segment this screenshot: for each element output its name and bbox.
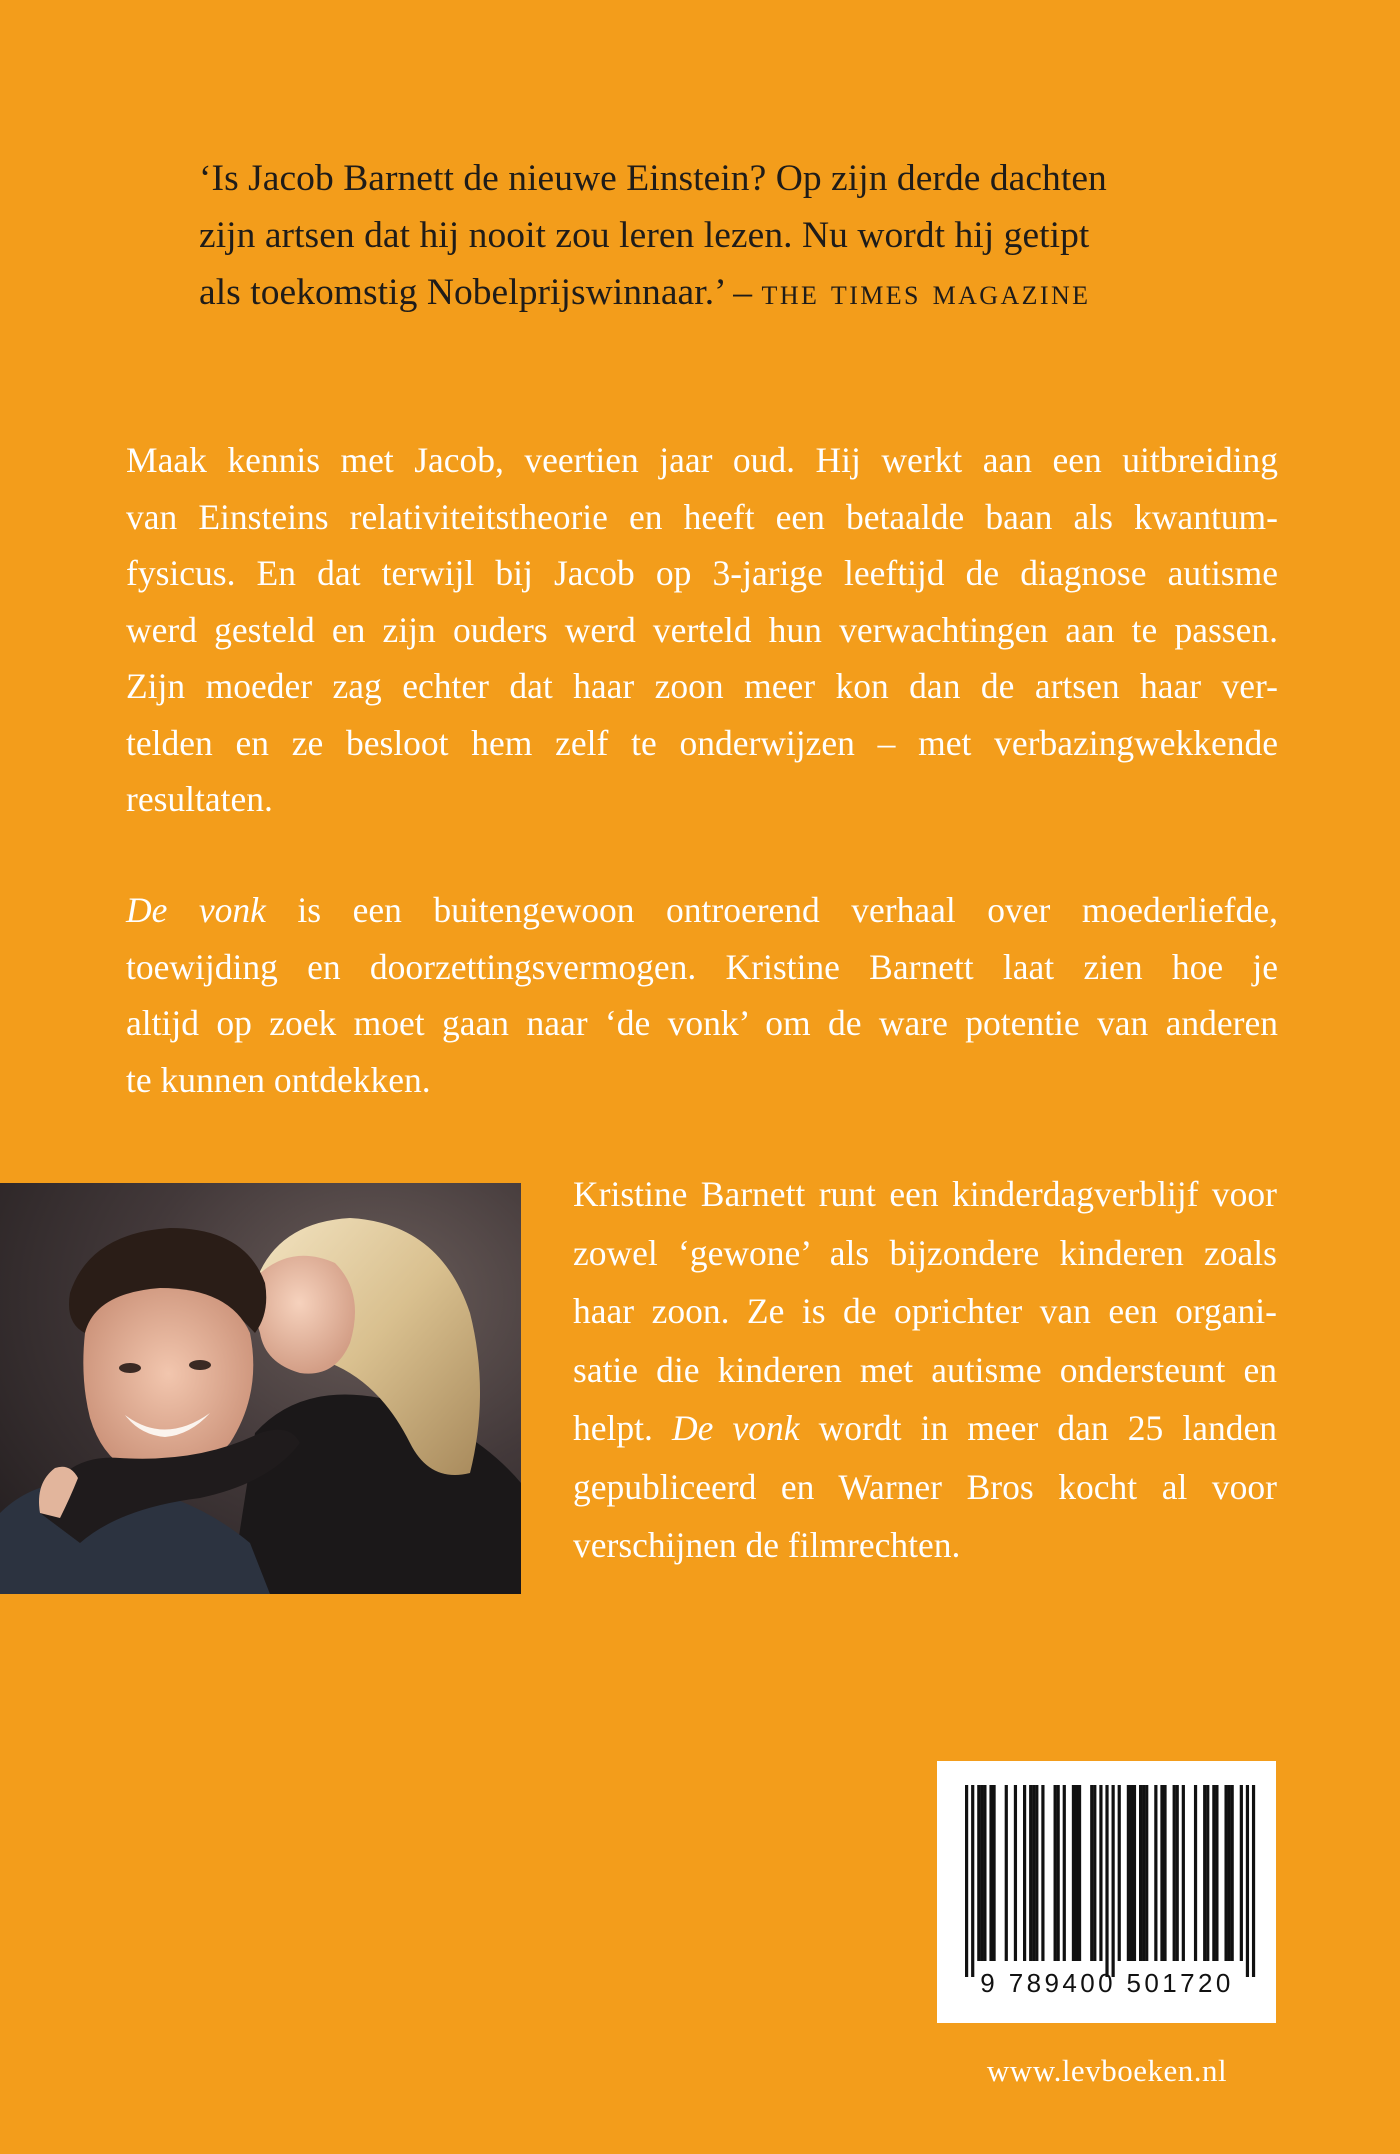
barcode-bar — [1173, 1785, 1176, 1961]
barcode-bar — [977, 1785, 980, 1961]
barcode-bar — [971, 1785, 974, 1977]
barcode-bar — [1078, 1785, 1081, 1961]
barcode-bar — [1231, 1785, 1234, 1961]
synopsis-line: van Einsteins relativiteitstheorie en heeft een betaalde baan als kwantum- — [126, 496, 1278, 537]
barcode-bar — [1105, 1785, 1108, 1977]
barcode-bar — [1139, 1785, 1142, 1961]
publisher-website: www.levboeken.nl — [986, 2053, 1228, 2088]
book-title-italic: De vonk — [671, 1408, 800, 1448]
description-line-1-rest: is een buitengewoon ontroerend verhaal over moederliefde, — [265, 890, 1278, 930]
description-paragraph — [126, 882, 1278, 1108]
synopsis-line: werd gesteld en zijn ouders werd verteld hun verwachtingen aan te passen. — [126, 609, 1278, 650]
barcode-bar — [1029, 1785, 1032, 1961]
bio-line — [573, 1399, 1277, 1458]
bio-line: verschijnen de filmrechten. — [573, 1525, 961, 1565]
barcode-bar — [1090, 1785, 1093, 1961]
barcode-bar — [989, 1785, 992, 1961]
author-photo-illustration — [0, 1183, 521, 1594]
quote-line-3-text: als toekomstig Nobelprijswinnaar.’ – — [199, 272, 762, 313]
barcode-bar — [1054, 1785, 1057, 1961]
description-line: te kunnen ontdekken. — [126, 1059, 431, 1100]
barcode-bar — [1215, 1785, 1218, 1961]
barcode-bar — [1035, 1785, 1038, 1961]
barcode-bar — [1212, 1785, 1215, 1961]
barcode-bar — [1112, 1785, 1115, 1977]
quote-line-2: zijn artsen dat hij nooit zou leren lezen. Nu wordt hij getipt — [199, 215, 1090, 256]
barcode-bar — [1194, 1785, 1197, 1961]
barcode-bar — [1182, 1785, 1185, 1961]
bio-line: satie die kinderen met autisme ondersteunt en — [573, 1349, 1277, 1390]
bio-line: zowel ‘gewone’ als bijzondere kinderen zoals — [573, 1232, 1277, 1273]
barcode-bar — [1005, 1785, 1008, 1961]
quote-line-1: ‘Is Jacob Barnett de nieuwe Einstein? Op zijn derde dachten — [199, 158, 1107, 199]
synopsis-line: Zijn moeder zag echter dat haar zoon meer kon dan de artsen haar ver- — [126, 666, 1278, 706]
synopsis-line: fysicus. En dat terwijl bij Jacob op 3-jarige leeftijd de diagnose autisme — [126, 553, 1278, 593]
barcode-bar — [1099, 1785, 1102, 1961]
review-quote — [199, 150, 1219, 321]
description-line: altijd op zoek moet gaan naar ‘de vonk’ om de ware potentie van anderen — [126, 1003, 1278, 1043]
barcode-bar — [980, 1785, 983, 1961]
barcode-bar — [1252, 1785, 1255, 1977]
barcode-bar — [1057, 1785, 1060, 1961]
barcode-bar — [1130, 1785, 1133, 1961]
barcode-bar — [1240, 1785, 1243, 1961]
author-bio — [573, 1165, 1277, 1575]
description-line — [126, 882, 1278, 939]
synopsis-line: resultaten. — [126, 779, 273, 819]
barcode-bar — [1176, 1785, 1179, 1961]
synopsis-paragraph — [126, 432, 1278, 828]
barcode-bar — [1203, 1785, 1206, 1961]
barcode-bar — [1072, 1785, 1075, 1961]
quote-line-3 — [199, 264, 1219, 321]
synopsis-line: Maak kennis met Jacob, veertien jaar oud. Hij werkt aan een uitbreiding — [126, 440, 1278, 480]
barcode-bar — [1142, 1785, 1145, 1961]
barcode-bar — [1075, 1785, 1078, 1961]
barcode-bar — [1118, 1785, 1121, 1961]
barcode-bar — [1133, 1785, 1136, 1961]
barcode-bar — [1032, 1785, 1035, 1961]
barcode-bar — [1246, 1785, 1249, 1977]
bio-line: Kristine Barnett runt een kinderdagverblijf voor — [573, 1174, 1277, 1214]
quote-source: the times magazine — [761, 272, 1091, 313]
synopsis-line: telden en ze besloot hem zelf te onderwijzen – met verbazingwekkende — [126, 722, 1278, 763]
barcode-bar — [1228, 1785, 1231, 1961]
book-title-italic: De vonk — [126, 890, 266, 930]
barcode-bar — [1063, 1785, 1066, 1961]
barcode-bar — [1154, 1785, 1157, 1961]
barcode-bar — [1023, 1785, 1026, 1961]
bio-line-5-post: wordt in meer dan 25 landen — [799, 1408, 1277, 1448]
barcode-bar — [1206, 1785, 1209, 1961]
bio-line: haar zoon. Ze is de oprichter van een organi- — [573, 1291, 1277, 1331]
author-photo — [0, 1183, 521, 1594]
barcode-bar — [1041, 1785, 1044, 1961]
barcode-bar — [992, 1785, 995, 1961]
bio-line: gepubliceerd en Warner Bros kocht al voor — [573, 1466, 1277, 1507]
description-line: toewijding en doorzettingsvermogen. Kristine Barnett laat zien hoe je — [126, 946, 1278, 987]
barcode-bar — [1145, 1785, 1148, 1961]
barcode-bar — [1224, 1785, 1227, 1961]
barcode-bar — [983, 1785, 986, 1961]
barcode-bar — [965, 1785, 968, 1977]
barcode-bar — [1093, 1785, 1096, 1961]
bio-line-5-pre: helpt. — [573, 1408, 672, 1448]
barcode-bar — [1014, 1785, 1017, 1961]
barcode-bar — [1127, 1785, 1130, 1961]
barcode-bar — [1163, 1785, 1166, 1961]
barcode-bar — [1160, 1785, 1163, 1961]
barcode-digits: 9 789400 501720 — [980, 1968, 1234, 1998]
isbn-barcode — [937, 1761, 1276, 2023]
